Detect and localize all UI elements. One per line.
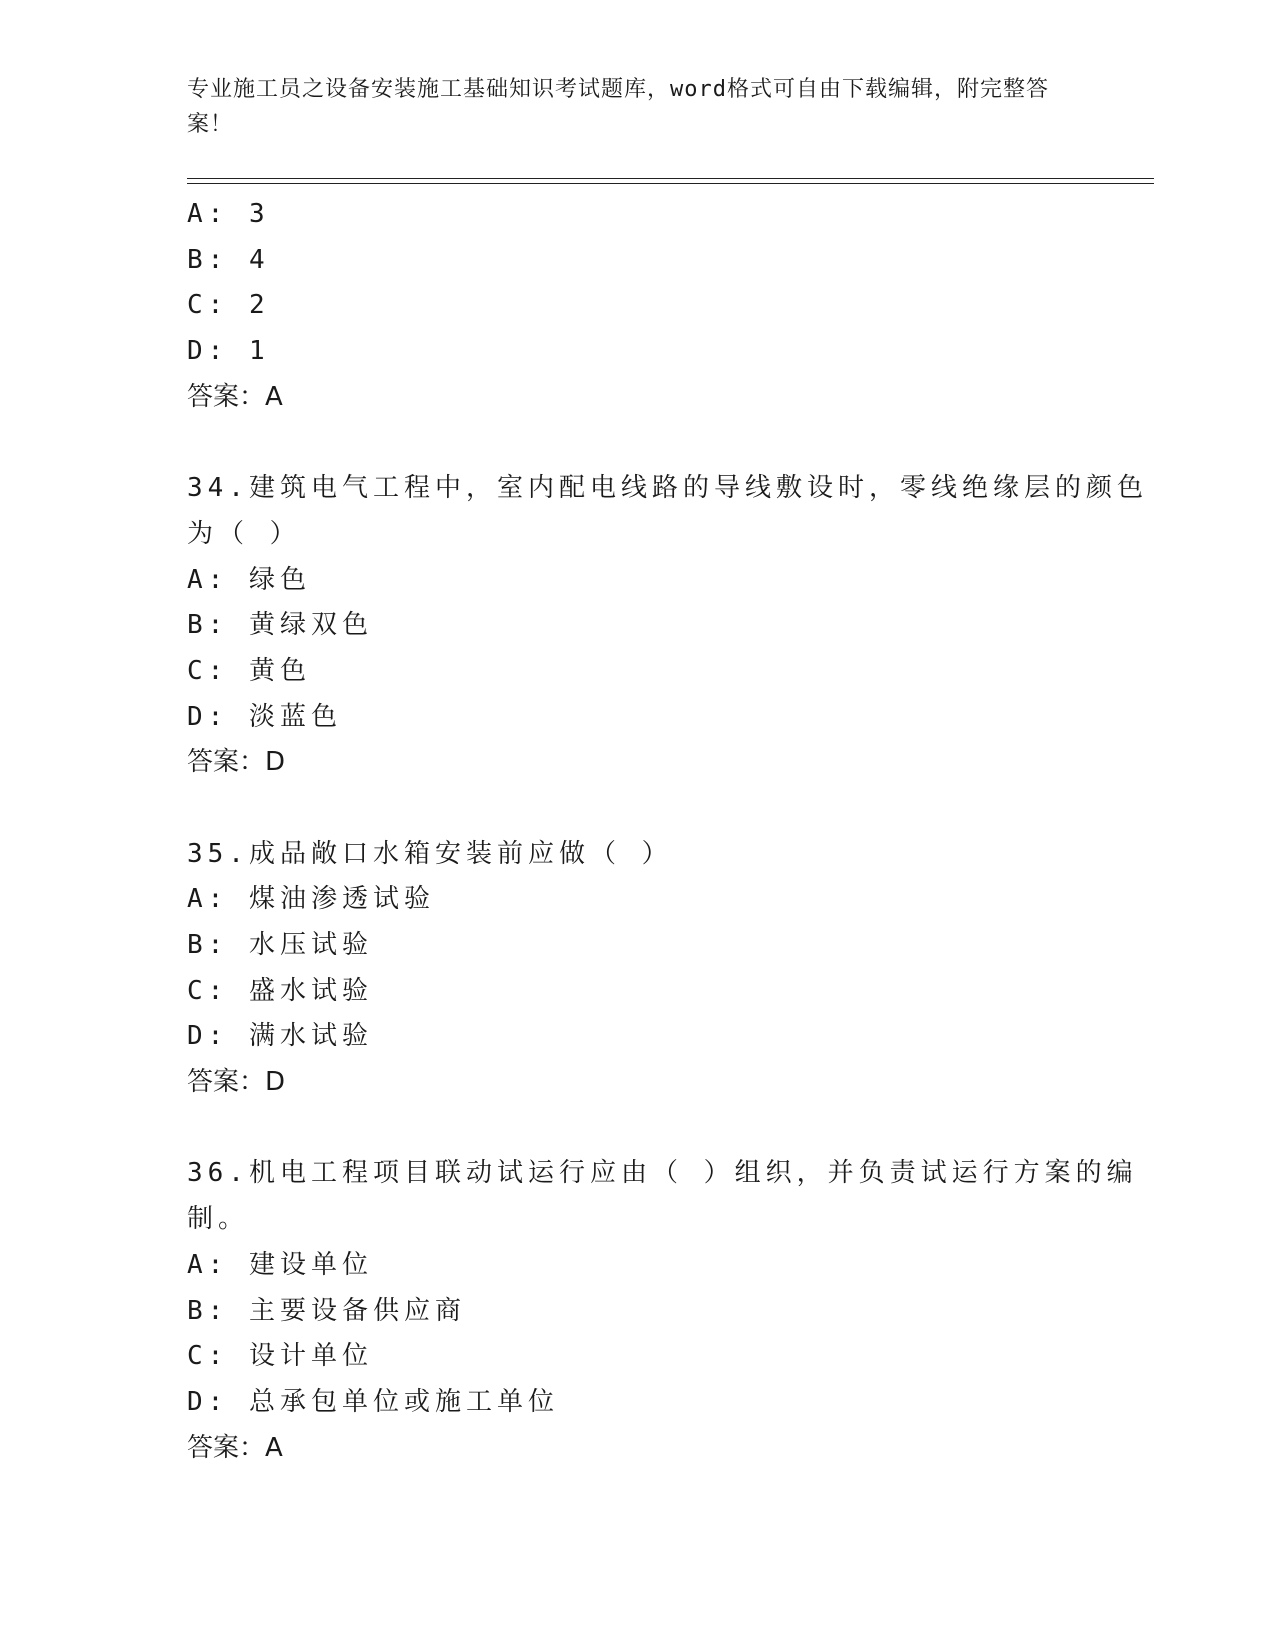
option-d: D: 淡蓝色 bbox=[187, 701, 342, 732]
question-35-text: 35.成品敞口水箱安装前应做（ ） bbox=[187, 838, 673, 869]
option-c: C: 黄色 bbox=[187, 655, 311, 686]
option-a: A: 煤油渗透试验 bbox=[187, 884, 435, 915]
question-36-text-line2: 制。 bbox=[187, 1204, 250, 1235]
answer-line: 答案：A bbox=[187, 381, 283, 412]
question-34-block bbox=[187, 466, 1148, 786]
question-33-block bbox=[187, 192, 1087, 420]
question-36-block bbox=[187, 1151, 1138, 1471]
option-a: A: 3 bbox=[187, 199, 270, 229]
option-a: A: 建设单位 bbox=[187, 1249, 373, 1280]
option-b: B: 水压试验 bbox=[187, 930, 373, 960]
document-header: 专业施工员之设备安装施工基础知识考试题库，word格式可自由下载编辑，附完整答案！ bbox=[187, 77, 1049, 137]
spacer bbox=[187, 420, 1087, 466]
option-c: C: 2 bbox=[187, 290, 270, 321]
spacer bbox=[187, 786, 1087, 832]
option-c: C: 设计单位 bbox=[187, 1341, 373, 1372]
question-content bbox=[187, 192, 1148, 1471]
option-a: A: 绿色 bbox=[187, 564, 311, 595]
option-c: C: 盛水试验 bbox=[187, 975, 373, 1006]
option-b: B: 4 bbox=[187, 244, 270, 275]
answer-line: 答案：A bbox=[187, 1432, 283, 1463]
option-d: D: 满水试验 bbox=[187, 1021, 373, 1052]
question-34-text-line1: 34.建筑电气工程中，室内配电线路的导线敷设时，零线绝缘层的颜色 bbox=[187, 473, 1148, 504]
header-rule-bottom bbox=[187, 183, 1154, 184]
option-b: B: 黄绿双色 bbox=[187, 610, 373, 641]
option-d: D: 总承包单位或施工单位 bbox=[187, 1386, 559, 1417]
option-b: B: 主要设备供应商 bbox=[187, 1295, 466, 1326]
question-36-text-line1: 36.机电工程项目联动试运行应由（ ）组织，并负责试运行方案的编 bbox=[187, 1158, 1138, 1189]
question-34-text-line2: 为（ ） bbox=[187, 518, 301, 549]
spacer bbox=[187, 1106, 1087, 1152]
question-35-block bbox=[187, 832, 1087, 1106]
answer-line: 答案：D bbox=[187, 1067, 286, 1098]
option-d: D: 1 bbox=[187, 336, 270, 367]
header-rule-top bbox=[187, 178, 1154, 179]
answer-line: 答案：D bbox=[187, 747, 286, 778]
